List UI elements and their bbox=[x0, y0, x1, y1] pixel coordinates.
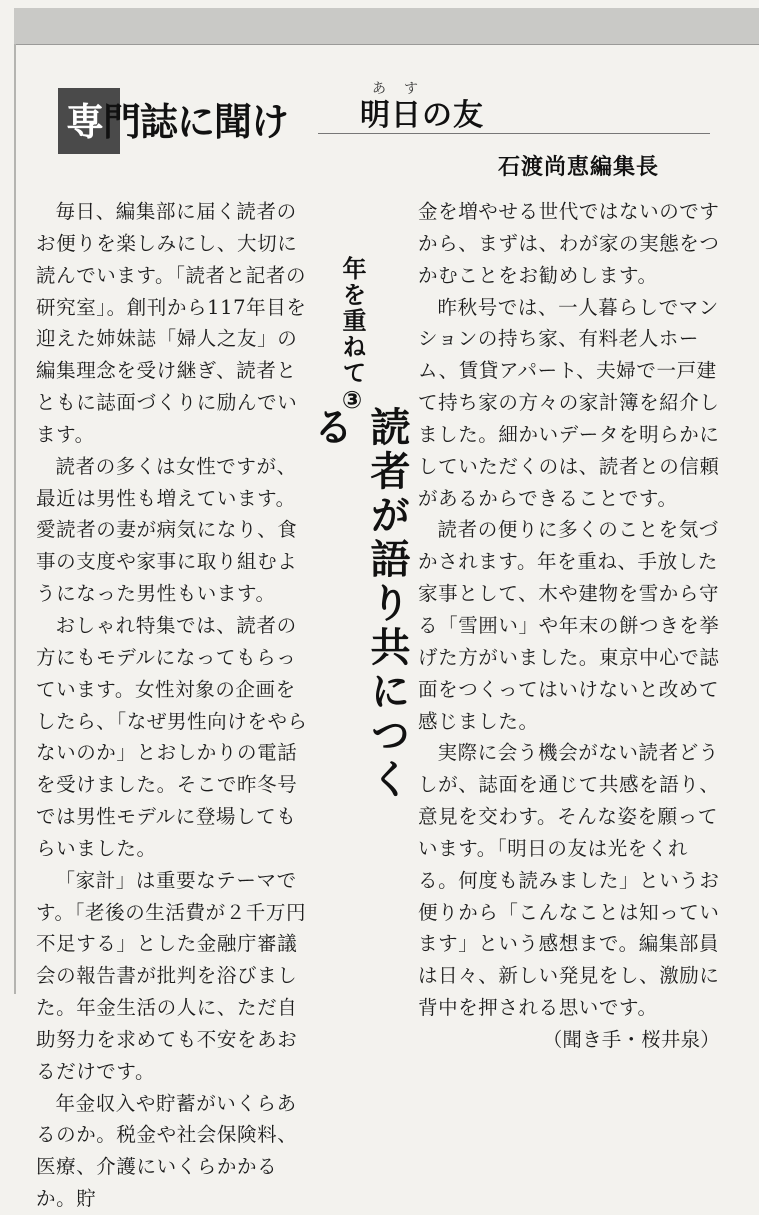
magazine-ruby: あす bbox=[372, 81, 436, 97]
headline-subtitle: 年を重ねて③ bbox=[338, 256, 366, 416]
article-column-left bbox=[36, 196, 314, 1215]
editor-name: 石渡尚恵編集長 bbox=[498, 155, 660, 180]
paragraph: 実際に会う機会がない読者どうしが、誌面を通じて共感を語り、意見を交わす。そんな姿を願っています。「明日の友は光をくれる。何度も読みました」というお便りから「こんなことは知っています」という感想まで。編集部員は日々、新しい発見をし、激励に背中を押される思いです。 bbox=[418, 741, 720, 1020]
paragraph: 読者の多くは女性ですが、最近は男性も増えています。愛読者の妻が病気になり、食事の支度や家事に取り組むようになった男性もいます。 bbox=[36, 454, 298, 606]
series-title-text bbox=[66, 94, 288, 150]
byline: （聞き手・桜井泉） bbox=[542, 1027, 720, 1051]
article-column-right bbox=[418, 196, 720, 1056]
paragraph: 毎日、編集部に届く読者のお便りを楽しみにし、大切に読んでいます。「読者と記者の研究室」。創刊から117年目を迎えた姉妹誌「婦人之友」の編集理念を受け継ぎ、読者とともに誌面づくりに励んでいます。 bbox=[36, 200, 307, 446]
column-border bbox=[14, 44, 16, 994]
paragraph: 金を増やせる世代ではないのですから、まずは、わが家の実態をつかむことをお勧めします。 bbox=[418, 200, 720, 287]
heading-rule bbox=[318, 133, 710, 134]
paragraph: 昨秋号では、一人暮らしでマンションの持ち家、有料老人ホーム、賃貸アパート、夫婦で一戸建て持ち家の方々の家計簿を紹介しました。細かいデータを明らかにしていただくのは、読者との信頼があるからできることです。 bbox=[418, 295, 720, 510]
headline-main: 読者が語り共につくる bbox=[307, 406, 410, 802]
magazine-name: 明日の友 bbox=[360, 98, 484, 133]
paragraph: 「家計」は重要なテーマです。「老後の生活費が２千万円不足する」とした金融庁審議会の報告書が批判を浴びました。年金生活の人に、ただ自助努力を求めても不安をあおるだけです。 bbox=[36, 868, 307, 1083]
series-title-rest: 門誌に聞け bbox=[103, 100, 289, 144]
paragraph: 年金収入や貯蓄がいくらあるのか。税金や社会保険料、医療、介護にいくらかかるか。貯 bbox=[36, 1091, 298, 1211]
header-bar bbox=[14, 8, 759, 45]
series-title-first-char: 専 bbox=[66, 100, 104, 144]
paragraph: 読者の便りに多くのことを気づかされます。年を重ね、手放した家事として、木や建物を雪から守る「雪囲い」や年末の餅つきを挙げた方がいました。東京中心で誌面をつくってはいけないと改めて感じました。 bbox=[418, 518, 720, 733]
paragraph: おしゃれ特集では、読者の方にもモデルになってもらっています。女性対象の企画をしたら、「なぜ男性向けをやらないのか」とおしかりの電話を受けました。そこで昨冬号では男性モデルに登場してもらいました。 bbox=[36, 613, 308, 860]
headline bbox=[307, 256, 416, 816]
